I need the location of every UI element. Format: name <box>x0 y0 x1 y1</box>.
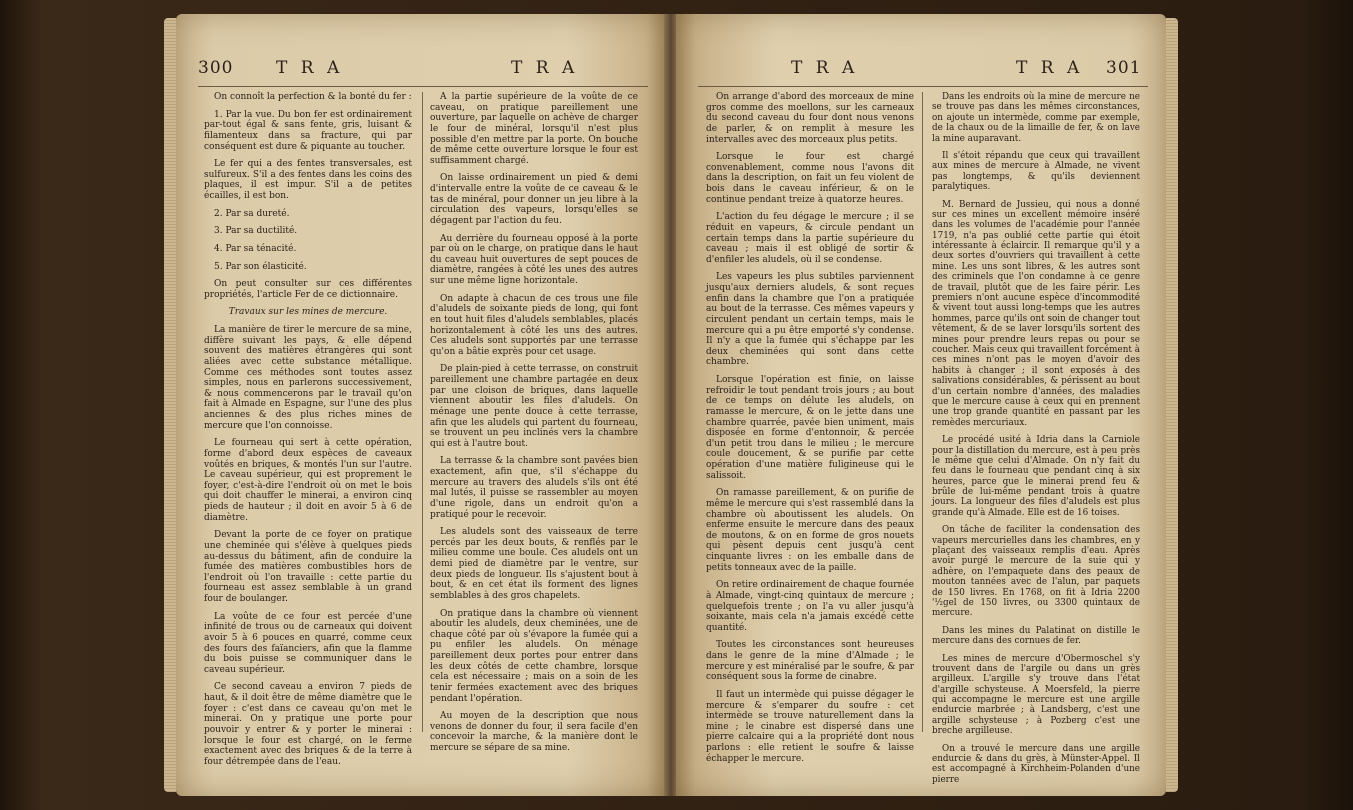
left-column-rule <box>422 92 423 732</box>
paragraph: Il faut un intermède qui puisse dégager le mercure & s'emparer du soufre : cet intermède se trouve naturellement dans la mine ; le cinabre est dispersé dans une pierre calcaire qui a la propriété dont nous parlons : elle retient le soufre & laisse échapper le mercure. <box>706 689 914 764</box>
paragraph: On a trouvé le mercure dans une argille endurcie & dans du grès, à Münster-Appel. Il est accompagné à Kirchheim-Polanden d'une pierre <box>932 743 1140 785</box>
paragraph: Dans les endroits où la mine de mercure ne se trouve pas dans les mêmes circonstances, on ajoute un intermède, comme par exemple, de la chaux ou de la limaille de fer, & on lave la mine auparavant. <box>932 92 1140 144</box>
paragraph: De plain-pied à cette terrasse, on construit pareillement une chambre partagée en deux par une cloison de briques, dans laquelle viennent aboutir les files d'aludels. On ménage une pente douce à cette terrasse, afin que les aludels qui partent du fourneau, se trouvent un peu inclinés vers la chambre qui est à l'autre bout. <box>430 364 638 449</box>
paragraph: Lorsque le four est chargé convenablement, comme nous l'avons dit dans la description, on fait un feu violent de bois dans le caveau inférieur, & on le continue pendant treize à quatorze heures. <box>706 152 914 205</box>
paragraph: On retire ordinairement de chaque fournée à Almade, vingt-cinq quintaux de mercure ; quelquefois trente ; on l'a vu aller jusqu'à soixante, mais cela n'a jamais excédé cette quantité. <box>706 580 915 633</box>
paragraph: La voûte de ce four est percée d'une infinité de trous ou de carneaux qui doivent avoir 5 à 6 pouces en quarré, comme ceux des fours des faïanciers, afin que la flamme du bois puisse se communiquer dans le caveau supérieur. <box>204 611 412 675</box>
right-header-col2: T R A <box>1016 58 1084 78</box>
paragraph: A la partie supérieure de la voûte de ce caveau, on pratique pareillement une ouverture, par laquelle on achève de charger le four de minéral, lorsqu'il n'est plus possible d'en mettre par la porte. On bouche de même cette ouverture lorsque le four est suffisamment chargé. <box>430 92 638 166</box>
paragraph: On laisse ordinairement un pied & demi d'intervalle entre la voûte de ce caveau & le tas de minéral, pour donner un jeu libre à la circulation des vapeurs, lorsqu'elles se dégagent par l'action du feu. <box>430 173 638 226</box>
left-page <box>176 14 666 796</box>
paragraph: Travaux sur les mines de mercure. <box>228 307 388 318</box>
left-header-col2: T R A <box>511 58 579 78</box>
paragraph: 4. Par sa ténacité. <box>214 243 297 254</box>
paragraph: 2. Par sa dureté. <box>214 208 290 219</box>
paragraph: Il s'étoit répandu que ceux qui travaillent aux mines de mercure à Almade, ne vivent pas longtemps, & qu'ils deviennent paralytiques. <box>932 150 1140 193</box>
paragraph: Le fer qui a des fentes transversales, est sulfureux. S'il a des fentes dans les coins des plaques, il est impur. S'il a de petites écailles, il est bon. <box>204 159 412 201</box>
paragraph: Dans les mines du Palatinat on distille le mercure dans des cornues de fer. <box>932 625 1140 647</box>
paragraph: La terrasse & la chambre sont pavées bien exactement, afin que, s'il s'échappe du mercure au travers des aludels s'ils ont été mal lutés, il puisse se rassembler au moyen d'une rigole, dans un endroit qu'on a pratiqué pour le recevoir. <box>430 456 638 520</box>
paragraph: On peut consulter sur ces différentes propriétés, l'article Fer de ce dictionnaire. <box>204 279 412 300</box>
paragraph: Les aludels sont des vaisseaux de terre percés par les deux bouts, & renflés par le milieu comme une boule. Ces aludels ont un demi pied de diamètre par le ventre, sur deux pieds de longueur. Ils s'ajustent bout à bout, & en cet état ils forment des lignes semblables à des gros chapelets. <box>430 527 638 601</box>
right-column-rule <box>922 92 923 732</box>
left-page-number: 300 <box>198 58 234 78</box>
paragraph: Ce second caveau a environ 7 pieds de haut, & il doit être de même diamètre que le foyer : c'est dans ce caveau qu'on met le minerai. On y pratique une porte pour pouvoir y entrer & y porter le minerai : lorsque le four est chargé, on le ferme exactement avec des briques & de la terre à four détrempée dans de l'eau. <box>204 682 412 767</box>
right-header-rule <box>698 86 1148 87</box>
right-header-col1: T R A <box>791 58 859 78</box>
paragraph: Les mines de mercure d'Obermoschel s'y trouvent dans de l'argile ou dans un grès argilleux. L'argille s'y trouve dans l'état d'argille schysteuse. A Moersfeld, la pierre qui accompagne le mercure est une argille endurcie marbrée ; à Landsberg, c'est une argille schysteuse ; à Pozberg c'est une breche argilleuse. <box>932 653 1140 737</box>
right-page-number: 301 <box>1106 58 1142 78</box>
left-header-rule <box>198 86 648 87</box>
paragraph: 3. Par sa ductilité. <box>214 226 298 237</box>
paragraph: Le procédé usité à Idria dans la Carniole pour la distillation du mercure, est à peu près le même que celui d'Almade. On n'y fait du feu dans le fourneau que pendant cinq à six heures, parce que le minerai prend feu & brûle de lui-même pendant trois à quatre jours. La longueur des files d'aludels est plus grande qu'à Almade. Elle est de 16 toises. <box>932 435 1140 518</box>
right-page-edges <box>1166 18 1178 792</box>
right-column-2 <box>932 92 1140 792</box>
paragraph: Devant la porte de ce foyer on pratique une cheminée qui s'élève à quelques pieds au-dessus du bâtiment, afin de conduire la fumée des matières combustibles hors de l'endroit où l'on travaille : cette partie du fourneau est assez semblable à un grand four de boulanger. <box>204 530 412 604</box>
left-column-2 <box>430 92 638 761</box>
paragraph: Les vapeurs les plus subtiles parviennent jusqu'aux derniers aludels, & sont reçues enfin dans la chambre que l'on a pratiquée au bout de la terrasse. Ces mêmes vapeurs y circulent pendant un certain temps, mais le mercure qui a pu être emporté s'y condense. Il n'y a que la fumée qui s'échappe par les deux cheminées qui sont dans cette chambre. <box>706 272 914 368</box>
paragraph: M. Bernard de Jussieu, qui nous a donné sur ces mines un excellent mémoire inséré dans les volumes de l'académie pour l'année 1719, n'a pas oublié cette partie qui étoit intéressante à éclaircir. Il remarque qu'il y a deux sortes d'ouvriers qui travaillent à cette mine. Les uns sont libres, & les autres sont des criminels que l'on condamne à ce genre de travail, plutôt que de les faire périr. Les premiers n'ont aucune espèce d'incommodité & vivent tout aussi long-temps que les autres hommes, parce qu'ils ont soin de changer tout vêtement, & de se laver lorsqu'ils sortent des mines pour prendre leurs repas ou pour se coucher. Mais ceux qui travaillent forcément à ces mines n'ont pas le moyen d'avoir des habits à changer ; il sont exposés à des salivations considérables, & périssent au bout d'un certain nombre d'années, des maladies que le mercure cause à ceux qui en prennent une trop grande quantité en passant par les remèdes mercuriaux. <box>932 199 1140 428</box>
left-running-head <box>176 58 666 86</box>
paragraph: Lorsque l'opération est finie, on laisse refroidir le tout pendant trois jours ; au bout de ce temps on délute les aludels, on ramasse le mercure, & on le jette dans une chambre quarrée, pavée bien uniment, mais disposée en forme d'entonnoir, & percée d'un petit trou dans le milieu ; le mercure coule doucement, & se purifie par cette opération d'une matière fuligineuse qui le salissoit. <box>706 375 914 481</box>
paragraph: On arrange d'abord des morceaux de mine gros comme des moellons, sur les carneaux du second caveau du four dont nous venons de parler, & on remplit à mesure les intervalles avec des morceaux plus petits. <box>706 92 914 145</box>
paragraph: 1. Par la vue. Du bon fer est ordinairement par-tout égal & sans fente, gris, luisant & filamenteux dans sa fracture, qui par conséquent est dure & piquante au toucher. <box>204 109 412 152</box>
paragraph: On pratique dans la chambre où viennent aboutir les aludels, deux cheminées, une de chaque côté par où s'évapore la fumée qui a pu enfiler les aludels. On ménage pareillement deux portes pour entrer dans les deux côtés de cette chambre, lorsque cela est nécessaire ; mais on a soin de les tenir fermées exactement avec des briques pendant l'opération. <box>430 608 638 704</box>
paragraph: La manière de tirer le mercure de sa mine, diffère suivant les pays, & elle dépend souvent des matières étrangères qui sont aliées avec cette substance métallique. Comme ces méthodes sont toutes assez simples, nous en parlerons successivement, & nous commencerons par le travail qu'on fait à Almade en Espagne, sur l'une des plus anciennes & des plus riches mines de mercure que l'on connoisse. <box>204 325 412 431</box>
right-column-1 <box>706 92 914 771</box>
paragraph: Le fourneau qui sert à cette opération, forme d'abord deux espèces de caveaux voûtés en briques, & montés l'un sur l'autre. Le caveau supérieur, qui est proprement le foyer, c'est-à-dire l'endroit où on met le bois qui doit chauffer le minerai, a environ cinq pieds de hauteur ; il doit en avoir 5 à 6 de diamètre. <box>204 438 412 523</box>
right-running-head <box>676 58 1166 86</box>
paragraph: On tâche de faciliter la condensation des vapeurs mercurielles dans les chambres, en y plaçant des vaisseaux remplis d'eau. Après avoir purgé le mercure de la suie qui y adhère, on l'empaquete dans des peaux de mouton tannées avec de l'alun, par paquets de 150 livres. En 1768, on fit à Idria 2200 '½gel de 150 livres, ou 3300 quintaux de mercure. <box>932 525 1140 619</box>
paragraph: Au moyen de la description que nous venons de donner du four, il sera facile d'en concevoir la marche, & la manière dont le mercure se sépare de sa mine. <box>430 711 638 753</box>
paragraph: On adapte à chacun de ces trous une file d'aludels de soixante pieds de long, qui font en tout huit files d'aludels semblables, placés horizontalement à côté les uns des autres. Ces aludels sont supportés par une terrasse qu'on a bâtie exprès pour cet usage. <box>430 293 638 357</box>
right-page <box>676 14 1166 796</box>
paragraph: On connoît la perfection & la bonté du fer : <box>214 92 412 102</box>
left-page-edges <box>164 18 176 792</box>
paragraph: On ramasse pareillement, & on purifie de même le mercure qui s'est rassemblé dans la chambre où aboutissent les aludels. On enferme ensuite le mercure dans des peaux de moutons, & on en forme de gros nouets qui pèsent depuis cent jusqu'à cent cinquante livres : on les emballe dans de petits tonneaux avec de la paille. <box>706 488 914 573</box>
paragraph: Toutes les circonstances sont heureuses dans le genre de la mine d'Almade ; le mercure y est minéralisé par le soufre, & par conséquent sous la forme de cinabre. <box>706 640 914 683</box>
paragraph: 5. Par son élasticité. <box>214 261 307 272</box>
paragraph: L'action du feu dégage le mercure ; il se réduit en vapeurs, & circule pendant un certain temps dans la partie supérieure du caveau ; mais il est obligé de sortir & d'enfiler les aludels, où il se condense. <box>706 212 914 265</box>
left-header-col1: T R A <box>276 58 344 78</box>
left-column-1 <box>204 92 412 774</box>
paragraph: Au derrière du fourneau opposé à la porte par où on le charge, on pratique dans le haut du caveau huit ouvertures de sept pouces de diamètre, rangées à côté les unes des autres sur une même ligne horizontale. <box>430 233 638 286</box>
